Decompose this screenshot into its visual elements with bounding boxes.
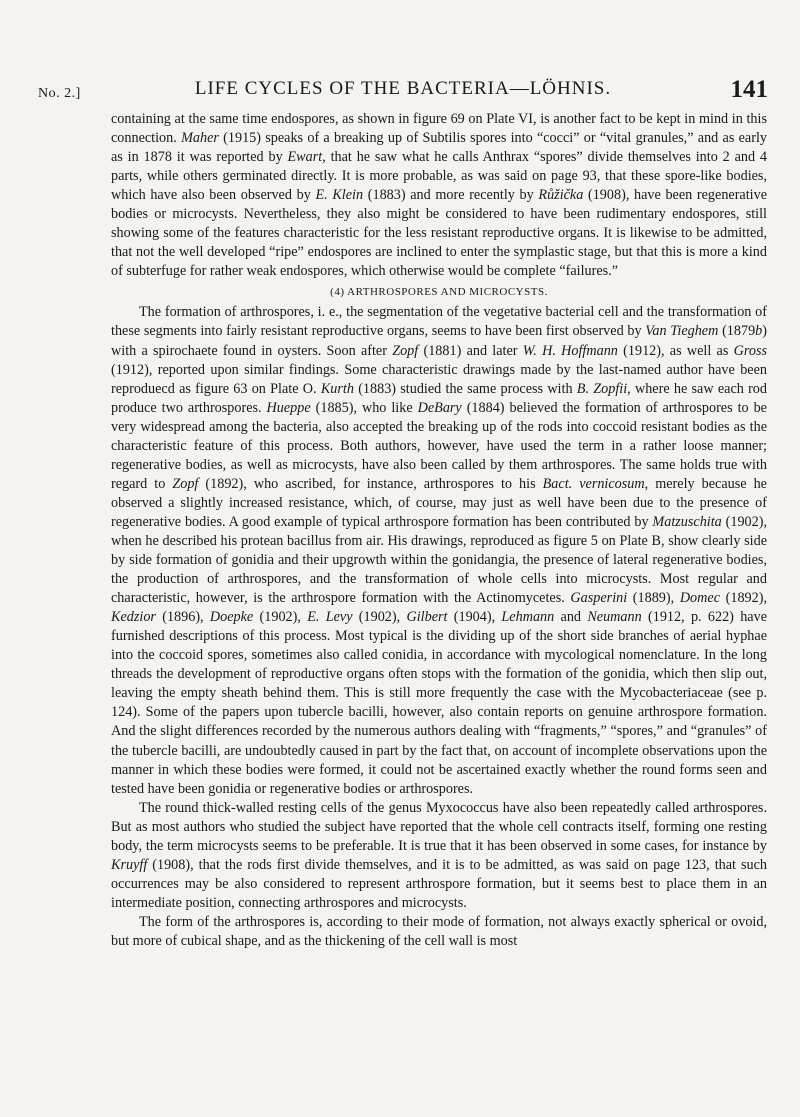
body-paragraph: The form of the arthrospores is, according to their mode of formation, not always exactly spherical or ovoid, but more of cubical shape, and as the thickening of the cell wall is most <box>111 913 767 949</box>
section-heading: (4) ARTHROSPORES AND MICROCYSTS. <box>330 286 548 299</box>
body-paragraph: The round thick-walled resting cells of the genus Myxococcus have also been repeatedly called arthrospores. But as most authors who studied the subject have reported that the whole cell contracts itself, forming one resting body, the term microcysts seems to be preferable. It is true that it has been observed in some cases, for instance by Kruyff (1908), that the rods first divide themselves, and it is to be admitted, as was said on page 123, that such occurrences may be also considered to represent arthrospore formation, but it seems best to place them in an intermediate position, connecting arthrospores and microcysts. <box>111 799 767 911</box>
body-paragraph: The formation of arthrospores, i. e., the segmentation of the vegetative bacterial cell and the transformation of these segments into fairly resistant reproductive organs, seems to have been first observed by Van Tieghem (1879b) with a spirochaete found in oysters. Soon after Zopf (1881) and later W. H. Hoffmann (1912), as well as Gross (1912), reported upon similar findings. Some characteristic drawings made by the last-named author have been reproduecd as figure 63 on Plate O. Kurth (1883) studied the same process with B. Zopfii, where he saw each rod produce two arthrospores. Hueppe (1885), who like DeBary (1884) believed the formation of arthrospores to be very widespread among the bacteria, also accepted the breaking up of the rods into coccoid resistant bodies as the characteristic feature of this process. Both authors, however, have used the term in a rather loose manner; regenerative bodies, as well as microcysts, have also been called by them arthrospores. The same holds true with regard to Zopf (1892), who ascribed, for instance, arthrospores to his Bact. vernicosum, merely because he observed a slightly increased resistance, which, of course, may just as well have been due to the presence of regenerative bodies. A good example of typical arthrospore formation has been contributed by Matzuschita (1902), when he described his protean bacillus from air. His drawings, reproduced as figure 5 on Plate B, show clearly side by side formation of gonidia and their upgrowth within the gonidangia, the presence of lateral regenerative bodies, the production of arthrospores, and the transformation of whole cells into microcysts. Most regular and characteristic, however, is the arthrospore formation with the Actinomycetes. Gasperini (1889), Domec (1892), Kedzior (1896), Doepke (1902), E. Levy (1902), Gilbert (1904), Lehmann and Neumann (1912, p. 622) have furnished descriptions of this process. Most typical is the dividing up of the short side branches of aerial hyphae into the coccoid spores, sometimes also called conidia, in accordance with mycological nomenclature. In the long threads the development of reproductive organs often stops with the formation of the gonidia, which then slip out, leaving the empty sheath behind them. This is still more frequently the case with the Mycobacteriaceae (see p. 124). Some of the papers upon tubercle bacilli, however, also contain reports on genuine arthrospore formation. And the slight differences recorded by the numerous authors dealing with “fragments,” “spores,” and “granules” of the tubercle bacilli, are undoubtedly caused in part by the fact that, on account of incomplete observations upon the manner in which these bodies were formed, it could not be ascertained exactly whether the round forms seen and tested have been gonidia or regenerative bodies or arthrospores. <box>111 304 768 797</box>
article-body <box>111 110 767 951</box>
page-number: 141 <box>730 76 768 103</box>
continuation-paragraph: containing at the same time endospores, as shown in figure 69 on Plate VI, is another fact to be kept in mind in this connection. Maher (1915) speaks of a breaking up of Subtilis spores into “cocci” or “vital granules,” and as early as in 1878 it was reported by Ewart, that he saw what he calls Anthrax “spores” divide themselves into 2 and 4 parts, while others germinated directly. It is more probable, as was said on page 93, that these spore-like bodies, which have also been observed by E. Klein (1883) and more recently by Růžička (1908), have been regenerative bodies or microcysts. Nevertheless, they also might be considered to have been rudimentary endospores, still showing some of the features characteristic for the less resistant reproductive organs. It is likewise to be admitted, that not the well developed “ripe” endospores are inclined to enter the symplastic stage, but that this is more a kind of subterfuge for rather weak endospores, which otherwise would be complete “failures.” <box>111 111 768 280</box>
running-header <box>38 78 768 114</box>
running-title: LIFE CYCLES OF THE BACTERIA—LÖHNIS. <box>194 78 612 99</box>
issue-number: No. 2.] <box>38 86 81 101</box>
